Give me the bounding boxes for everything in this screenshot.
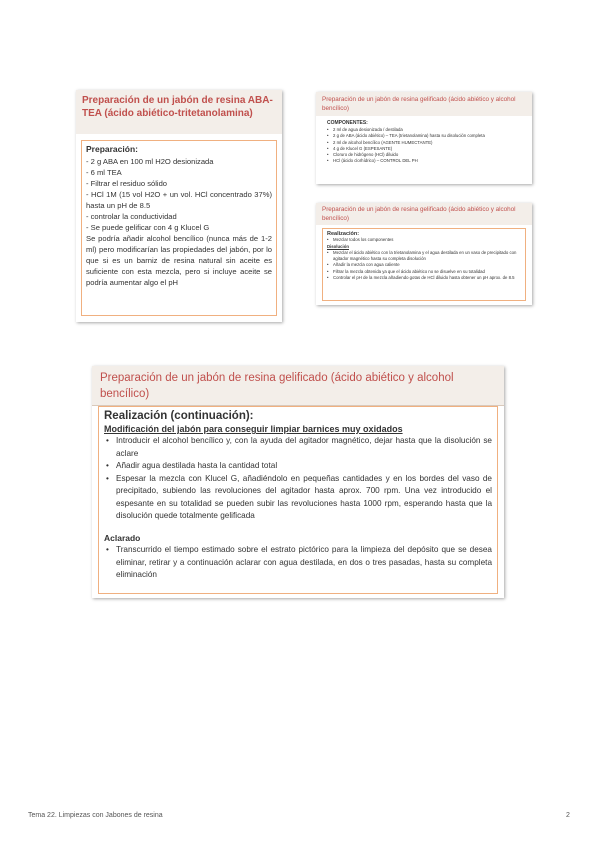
- list-item: • Controlar el pH de la mezcla añadiendo gotas de HCl diluido hasta obtener un pH aprox. de 8.5: [327, 275, 521, 281]
- box-subtitle: Modificación del jabón para conseguir limpiar barnices muy oxidados: [104, 424, 403, 434]
- slide-content-box: [322, 228, 526, 301]
- footer-text: Tema 22. Limpiezas con Jabones de resina: [28, 812, 163, 819]
- box-title: COMPONENTES:: [327, 120, 368, 126]
- slide-content-box: [98, 406, 498, 594]
- slide-aba-tea: [76, 90, 282, 322]
- list-item: • 2 ml de agua desionizada / destilada: [327, 127, 521, 133]
- slide-title: Preparación de un jabón de resina gelificado (ácido abiético y alcohol bencílico): [316, 92, 532, 116]
- list-item: • Cloruro de hidrógeno (HCl) diluido: [327, 152, 521, 158]
- text-line: - Se puede gelificar con 4 g Klucel G: [86, 223, 210, 232]
- section-title: Aclarado: [104, 532, 141, 543]
- list-item: • 2 g de ABA (ácido abiético) – TEA (trietanolamina) hasta su disolución completa: [327, 133, 521, 139]
- slide-realization-continued: [92, 366, 504, 598]
- list-item: • Filtrar la mezcla obtenida ya que el ácido abiético no se disuelve en su totalidad: [327, 269, 521, 275]
- bullet-list: [327, 237, 521, 243]
- slide-title: Preparación de un jabón de resina ABA-TEA (ácido abiético-tritetanolamina): [76, 90, 282, 134]
- text-line: - HCl 1M (15 vol H2O + un vol. HCl concentrado 37%) hasta un pH de 8.5: [86, 190, 272, 210]
- slide-content-box: [81, 140, 277, 316]
- text-line: - 2 g ABA en 100 ml H2O desionizada: [86, 157, 214, 166]
- slide-components: [316, 92, 532, 184]
- list-item: • Transcurrido el tiempo estimado sobre el estrato pictórico para la limpieza del depósito que se desea eliminar, retirar y a continuación aclarar con agua destilada, en dos o tres pasadas, hasta su completa eliminación: [104, 544, 492, 582]
- list-item: • Introducir el alcohol bencílico y, con la ayuda del agitador magnético, dejar hasta que la disolución se aclare: [104, 435, 492, 460]
- bullet-list: [327, 127, 521, 164]
- list-item: • Añadir agua destilada hasta la cantidad total: [104, 460, 492, 473]
- list-item: • Añadir la mezcla con agua caliente: [327, 262, 521, 268]
- box-title: Realización:: [327, 231, 360, 237]
- bullet-list: [104, 435, 492, 523]
- slide-title: Preparación de un jabón de resina gelificado (ácido abiético y alcohol bencílico): [316, 203, 532, 225]
- bullet-list: [327, 250, 521, 281]
- list-item: • Espesar la mezcla con Klucel G, añadiéndolo en pequeñas cantidades y en los bordes del vaso de precipitado, subiendo las revoluciones del agitador hasta aprox. 700 rpm. Una vez introducido el espesante en su totalidad se pueden subir las revoluciones hasta 1000 rpm, esperando hasta que la disolución quede totalmente gelificada: [104, 473, 492, 523]
- page-number: 2: [566, 812, 570, 819]
- text-line: - 6 ml TEA: [86, 168, 122, 177]
- box-title: Preparación:: [86, 144, 138, 154]
- text-line: Se podría añadir alcohol bencílico (nunca más de 1-2 ml) pero modificarían las propiedades del jabón, por lo que si es un barniz de resina natural sin aceite es suficiente con esta mezcla, pero si incluye aceite se podría aumentar algo el pH: [86, 234, 272, 287]
- slide-title: Preparación de un jabón de resina gelificado (ácido abiético y alcohol bencílico): [92, 366, 504, 406]
- list-item: • HCl (ácido clorhídrico) – CONTROL DEL PH: [327, 158, 521, 164]
- bullet-list: [104, 544, 492, 582]
- text-line: - Filtrar el residuo sólido: [86, 179, 168, 188]
- list-item: • Mezclar el ácido abiético con la trietanolamina y el agua destilada en un vaso de precipitado con agitador magnético hasta su completa disolución: [327, 250, 521, 263]
- list-item: • Mezclar todos los componentes: [327, 237, 521, 243]
- list-item: • 4 g de Klucel G (ESPESANTE): [327, 146, 521, 152]
- slide-realization: [316, 203, 532, 305]
- text-line: - controlar la conductividad: [86, 212, 177, 221]
- slide-content-box: [322, 118, 526, 178]
- box-subtitle: Disolución: [327, 243, 349, 249]
- list-item: • 2 ml de alcohol bencílico (AGENTE HUMECTANTE): [327, 140, 521, 146]
- box-title: Realización (continuación):: [104, 410, 254, 422]
